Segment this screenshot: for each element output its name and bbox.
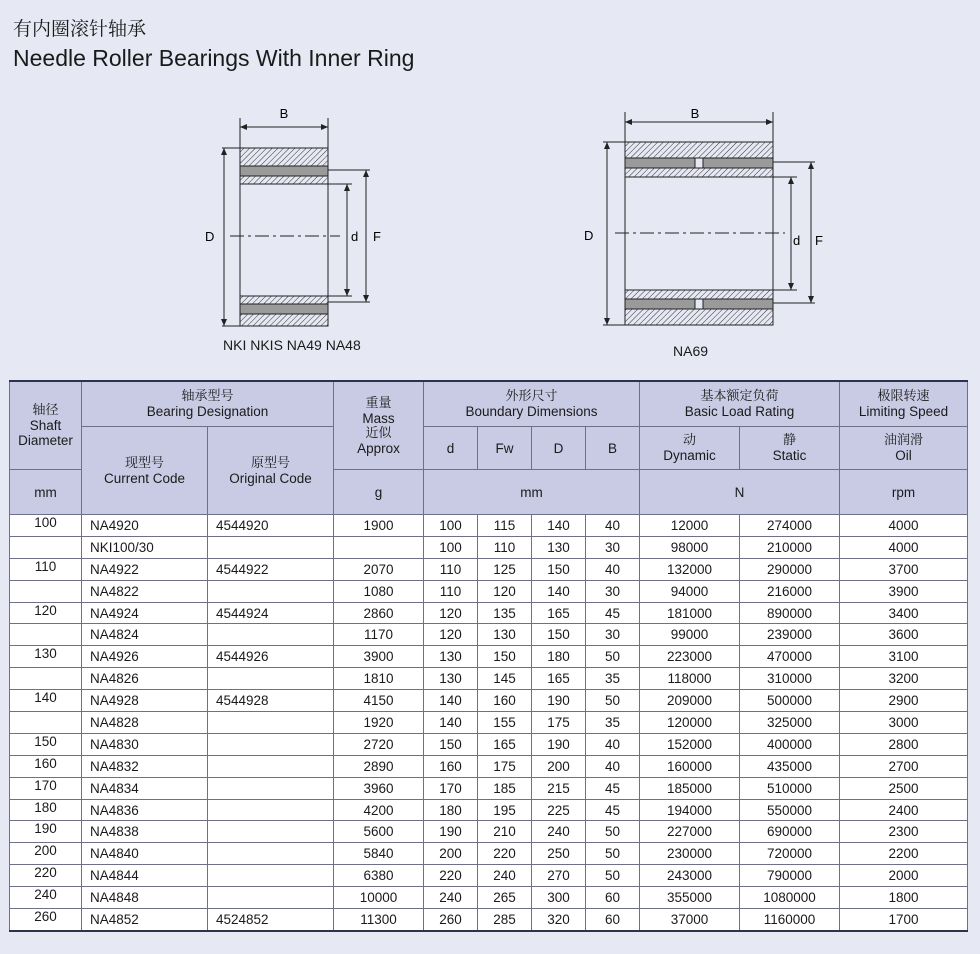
label-d: d <box>793 233 801 248</box>
bearing-spec-table <box>9 380 968 932</box>
cell-dyn: 94000 <box>640 580 740 602</box>
cell-d: 130 <box>424 646 478 668</box>
cell-B: 40 <box>586 515 640 537</box>
cell-dyn: 223000 <box>640 646 740 668</box>
cell-B: 30 <box>586 624 640 646</box>
cell-fw: 285 <box>478 909 532 931</box>
cell-mass: 1170 <box>334 624 424 646</box>
cell-shaft: 190 <box>10 821 82 843</box>
unit-load: N <box>640 470 840 515</box>
cell-D: 190 <box>532 690 586 712</box>
cell-dyn: 152000 <box>640 733 740 755</box>
cell-D: 180 <box>532 646 586 668</box>
cell-rpm: 2200 <box>840 843 968 865</box>
table-row <box>10 799 968 821</box>
cell-sta: 500000 <box>740 690 840 712</box>
table-row <box>10 843 968 865</box>
label-d: d <box>351 229 359 244</box>
cell-current: NA4922 <box>82 558 208 580</box>
cell-sta: 310000 <box>740 668 840 690</box>
cell-B: 60 <box>586 909 640 931</box>
cell-original <box>208 887 334 909</box>
cell-mass: 5600 <box>334 821 424 843</box>
header-load: 基本额定负荷 Basic Load Rating <box>640 381 840 427</box>
cell-D: 250 <box>532 843 586 865</box>
cell-original <box>208 624 334 646</box>
cell-mass: 1900 <box>334 515 424 537</box>
cell-D: 300 <box>532 887 586 909</box>
cell-sta: 470000 <box>740 646 840 668</box>
cell-current: NA4830 <box>82 733 208 755</box>
cell-dyn: 37000 <box>640 909 740 931</box>
cell-current: NA4826 <box>82 668 208 690</box>
cell-current: NA4834 <box>82 777 208 799</box>
cell-fw: 210 <box>478 821 532 843</box>
cell-shaft <box>10 580 82 602</box>
cell-mass: 4150 <box>334 690 424 712</box>
table-row <box>10 821 968 843</box>
cell-original <box>208 777 334 799</box>
cell-shaft: 260 <box>10 909 82 931</box>
cell-rpm: 2900 <box>840 690 968 712</box>
cell-current: NA4832 <box>82 755 208 777</box>
cell-current: NA4836 <box>82 799 208 821</box>
cell-shaft <box>10 624 82 646</box>
cell-shaft: 110 <box>10 558 82 580</box>
cell-sta: 210000 <box>740 536 840 558</box>
cell-rpm: 2000 <box>840 865 968 887</box>
unit-boundary: mm <box>424 470 640 515</box>
cell-fw: 160 <box>478 690 532 712</box>
cell-rpm: 4000 <box>840 515 968 537</box>
diagram-caption-right: NA69 <box>673 343 709 359</box>
cell-d: 140 <box>424 712 478 734</box>
cell-current: NA4838 <box>82 821 208 843</box>
cell-sta: 290000 <box>740 558 840 580</box>
cell-dyn: 120000 <box>640 712 740 734</box>
cell-current: NKI100/30 <box>82 536 208 558</box>
cell-D: 175 <box>532 712 586 734</box>
cell-current: NA4848 <box>82 887 208 909</box>
cell-d: 260 <box>424 909 478 931</box>
cell-d: 130 <box>424 668 478 690</box>
cell-original: 4544922 <box>208 558 334 580</box>
cell-D: 190 <box>532 733 586 755</box>
cell-B: 50 <box>586 843 640 865</box>
cell-B: 45 <box>586 602 640 624</box>
cell-fw: 220 <box>478 843 532 865</box>
bearing-diagram-nki <box>190 100 390 335</box>
table-row <box>10 909 968 931</box>
cell-fw: 145 <box>478 668 532 690</box>
cell-B: 40 <box>586 755 640 777</box>
cell-mass: 2890 <box>334 755 424 777</box>
cell-dyn: 209000 <box>640 690 740 712</box>
cell-mass: 2720 <box>334 733 424 755</box>
table-row <box>10 733 968 755</box>
cell-original <box>208 755 334 777</box>
cell-D: 150 <box>532 558 586 580</box>
table-body <box>10 515 968 931</box>
cell-D: 320 <box>532 909 586 931</box>
cell-sta: 239000 <box>740 624 840 646</box>
cell-rpm: 2300 <box>840 821 968 843</box>
cell-d: 140 <box>424 690 478 712</box>
cell-D: 240 <box>532 821 586 843</box>
cell-shaft: 100 <box>10 515 82 537</box>
cell-shaft: 140 <box>10 690 82 712</box>
cell-original <box>208 733 334 755</box>
cell-B: 40 <box>586 733 640 755</box>
cell-B: 30 <box>586 536 640 558</box>
header-D: D <box>532 427 586 470</box>
cell-d: 110 <box>424 580 478 602</box>
table-row <box>10 690 968 712</box>
cell-fw: 185 <box>478 777 532 799</box>
cell-mass: 5840 <box>334 843 424 865</box>
cell-fw: 130 <box>478 624 532 646</box>
cell-B: 35 <box>586 668 640 690</box>
cell-mass: 10000 <box>334 887 424 909</box>
cell-mass: 4200 <box>334 799 424 821</box>
cell-B: 35 <box>586 712 640 734</box>
cell-fw: 135 <box>478 602 532 624</box>
label-D: D <box>205 229 215 244</box>
label-D: D <box>584 228 594 243</box>
cell-fw: 240 <box>478 865 532 887</box>
label-F: F <box>815 233 823 248</box>
table-row <box>10 624 968 646</box>
page-title-en: Needle Roller Bearings With Inner Ring <box>13 45 415 71</box>
cell-original <box>208 821 334 843</box>
cell-fw: 120 <box>478 580 532 602</box>
cell-mass: 3960 <box>334 777 424 799</box>
cell-rpm: 2800 <box>840 733 968 755</box>
cell-shaft: 180 <box>10 799 82 821</box>
cell-rpm: 4000 <box>840 536 968 558</box>
cell-original <box>208 865 334 887</box>
header-static: 静 Static <box>740 427 840 470</box>
cell-sta: 550000 <box>740 799 840 821</box>
cell-current: NA4920 <box>82 515 208 537</box>
cell-shaft: 170 <box>10 777 82 799</box>
cell-fw: 110 <box>478 536 532 558</box>
cell-dyn: 132000 <box>640 558 740 580</box>
cell-original: 4544924 <box>208 602 334 624</box>
cell-mass: 1810 <box>334 668 424 690</box>
cell-current: NA4828 <box>82 712 208 734</box>
cell-original <box>208 799 334 821</box>
header-designation: 轴承型号 Bearing Designation <box>82 381 334 427</box>
cell-sta: 1080000 <box>740 887 840 909</box>
cell-B: 50 <box>586 821 640 843</box>
cell-d: 180 <box>424 799 478 821</box>
cell-D: 140 <box>532 580 586 602</box>
cell-mass: 2860 <box>334 602 424 624</box>
cell-D: 225 <box>532 799 586 821</box>
cell-mass: 11300 <box>334 909 424 931</box>
cell-B: 60 <box>586 887 640 909</box>
cell-sta: 435000 <box>740 755 840 777</box>
table-row <box>10 646 968 668</box>
cell-rpm: 3200 <box>840 668 968 690</box>
header-original: 原型号 Original Code <box>208 427 334 515</box>
cell-D: 140 <box>532 515 586 537</box>
cell-mass: 2070 <box>334 558 424 580</box>
cell-d: 240 <box>424 887 478 909</box>
header-speed: 极限转速 Limiting Speed <box>840 381 968 427</box>
unit-speed: rpm <box>840 470 968 515</box>
header-oil: 油润滑 Oil <box>840 427 968 470</box>
label-B: B <box>690 106 700 121</box>
header-B: B <box>586 427 640 470</box>
cell-shaft <box>10 536 82 558</box>
cell-dyn: 185000 <box>640 777 740 799</box>
cell-dyn: 98000 <box>640 536 740 558</box>
cell-rpm: 1800 <box>840 887 968 909</box>
cell-d: 100 <box>424 515 478 537</box>
cell-D: 270 <box>532 865 586 887</box>
cell-rpm: 3100 <box>840 646 968 668</box>
unit-shaft: mm <box>10 470 82 515</box>
cell-shaft: 160 <box>10 755 82 777</box>
cell-fw: 175 <box>478 755 532 777</box>
cell-D: 130 <box>532 536 586 558</box>
cell-rpm: 3600 <box>840 624 968 646</box>
cell-dyn: 194000 <box>640 799 740 821</box>
cell-fw: 165 <box>478 733 532 755</box>
cell-rpm: 3400 <box>840 602 968 624</box>
cell-current: NA4924 <box>82 602 208 624</box>
cell-original: 4544926 <box>208 646 334 668</box>
cell-dyn: 160000 <box>640 755 740 777</box>
cell-mass: 1080 <box>334 580 424 602</box>
label-F: F <box>373 229 381 244</box>
cell-original: 4524852 <box>208 909 334 931</box>
cell-B: 50 <box>586 646 640 668</box>
header-mass: 重量 Mass 近似 Approx <box>334 381 424 470</box>
cell-mass: 1920 <box>334 712 424 734</box>
cell-original <box>208 843 334 865</box>
cell-D: 215 <box>532 777 586 799</box>
label-B: B <box>279 106 289 121</box>
cell-shaft: 130 <box>10 646 82 668</box>
cell-sta: 690000 <box>740 821 840 843</box>
cell-mass <box>334 536 424 558</box>
cell-d: 160 <box>424 755 478 777</box>
cell-shaft: 200 <box>10 843 82 865</box>
cell-shaft: 240 <box>10 887 82 909</box>
cell-sta: 790000 <box>740 865 840 887</box>
cell-original <box>208 668 334 690</box>
cell-current: NA4928 <box>82 690 208 712</box>
cell-sta: 890000 <box>740 602 840 624</box>
cell-d: 190 <box>424 821 478 843</box>
cell-B: 45 <box>586 777 640 799</box>
cell-rpm: 2700 <box>840 755 968 777</box>
table-row <box>10 602 968 624</box>
cell-rpm: 2400 <box>840 799 968 821</box>
cell-B: 45 <box>586 799 640 821</box>
cell-fw: 195 <box>478 799 532 821</box>
cell-rpm: 2500 <box>840 777 968 799</box>
table-row <box>10 668 968 690</box>
cell-sta: 1160000 <box>740 909 840 931</box>
cell-D: 150 <box>532 624 586 646</box>
cell-original: 4544928 <box>208 690 334 712</box>
cell-sta: 216000 <box>740 580 840 602</box>
table-row <box>10 515 968 537</box>
diagram-caption-left: NKI NKIS NA49 NA48 <box>223 337 361 353</box>
cell-current: NA4840 <box>82 843 208 865</box>
cell-current: NA4822 <box>82 580 208 602</box>
cell-d: 100 <box>424 536 478 558</box>
table-row <box>10 755 968 777</box>
cell-dyn: 118000 <box>640 668 740 690</box>
table-row <box>10 777 968 799</box>
cell-sta: 274000 <box>740 515 840 537</box>
cell-rpm: 3900 <box>840 580 968 602</box>
table-row <box>10 536 968 558</box>
header-fw: Fw <box>478 427 532 470</box>
cell-dyn: 181000 <box>640 602 740 624</box>
cell-B: 50 <box>586 865 640 887</box>
cell-mass: 3900 <box>334 646 424 668</box>
cell-shaft: 150 <box>10 733 82 755</box>
cell-dyn: 230000 <box>640 843 740 865</box>
cell-B: 30 <box>586 580 640 602</box>
header-boundary: 外形尺寸 Boundary Dimensions <box>424 381 640 427</box>
cell-fw: 155 <box>478 712 532 734</box>
cell-fw: 265 <box>478 887 532 909</box>
header-shaft: 轴径 Shaft Diameter <box>10 381 82 470</box>
cell-shaft <box>10 712 82 734</box>
cell-shaft <box>10 668 82 690</box>
cell-B: 40 <box>586 558 640 580</box>
cell-d: 120 <box>424 602 478 624</box>
cell-rpm: 1700 <box>840 909 968 931</box>
cell-d: 110 <box>424 558 478 580</box>
cell-d: 170 <box>424 777 478 799</box>
cell-original: 4544920 <box>208 515 334 537</box>
cell-d: 220 <box>424 865 478 887</box>
cell-sta: 720000 <box>740 843 840 865</box>
cell-sta: 400000 <box>740 733 840 755</box>
table-row <box>10 887 968 909</box>
cell-shaft: 220 <box>10 865 82 887</box>
table-row <box>10 865 968 887</box>
header-d: d <box>424 427 478 470</box>
cell-shaft: 120 <box>10 602 82 624</box>
cell-current: NA4824 <box>82 624 208 646</box>
cell-d: 150 <box>424 733 478 755</box>
header-dynamic: 动 Dynamic <box>640 427 740 470</box>
cell-mass: 6380 <box>334 865 424 887</box>
cell-current: NA4844 <box>82 865 208 887</box>
cell-D: 165 <box>532 668 586 690</box>
cell-current: NA4926 <box>82 646 208 668</box>
table-row <box>10 580 968 602</box>
cell-dyn: 243000 <box>640 865 740 887</box>
cell-D: 200 <box>532 755 586 777</box>
header-current: 现型号 Current Code <box>82 427 208 515</box>
cell-original <box>208 580 334 602</box>
cell-sta: 510000 <box>740 777 840 799</box>
cell-fw: 125 <box>478 558 532 580</box>
bearing-diagram-na69 <box>575 100 825 335</box>
cell-rpm: 3000 <box>840 712 968 734</box>
cell-dyn: 227000 <box>640 821 740 843</box>
unit-mass: g <box>334 470 424 515</box>
cell-B: 50 <box>586 690 640 712</box>
cell-current: NA4852 <box>82 909 208 931</box>
cell-original <box>208 536 334 558</box>
cell-d: 200 <box>424 843 478 865</box>
cell-d: 120 <box>424 624 478 646</box>
cell-fw: 115 <box>478 515 532 537</box>
cell-D: 165 <box>532 602 586 624</box>
cell-dyn: 355000 <box>640 887 740 909</box>
table-row <box>10 712 968 734</box>
page-title-cn: 有内圈滚针轴承 <box>13 18 147 40</box>
cell-dyn: 99000 <box>640 624 740 646</box>
cell-dyn: 12000 <box>640 515 740 537</box>
table-row <box>10 558 968 580</box>
cell-rpm: 3700 <box>840 558 968 580</box>
cell-sta: 325000 <box>740 712 840 734</box>
cell-fw: 150 <box>478 646 532 668</box>
cell-original <box>208 712 334 734</box>
